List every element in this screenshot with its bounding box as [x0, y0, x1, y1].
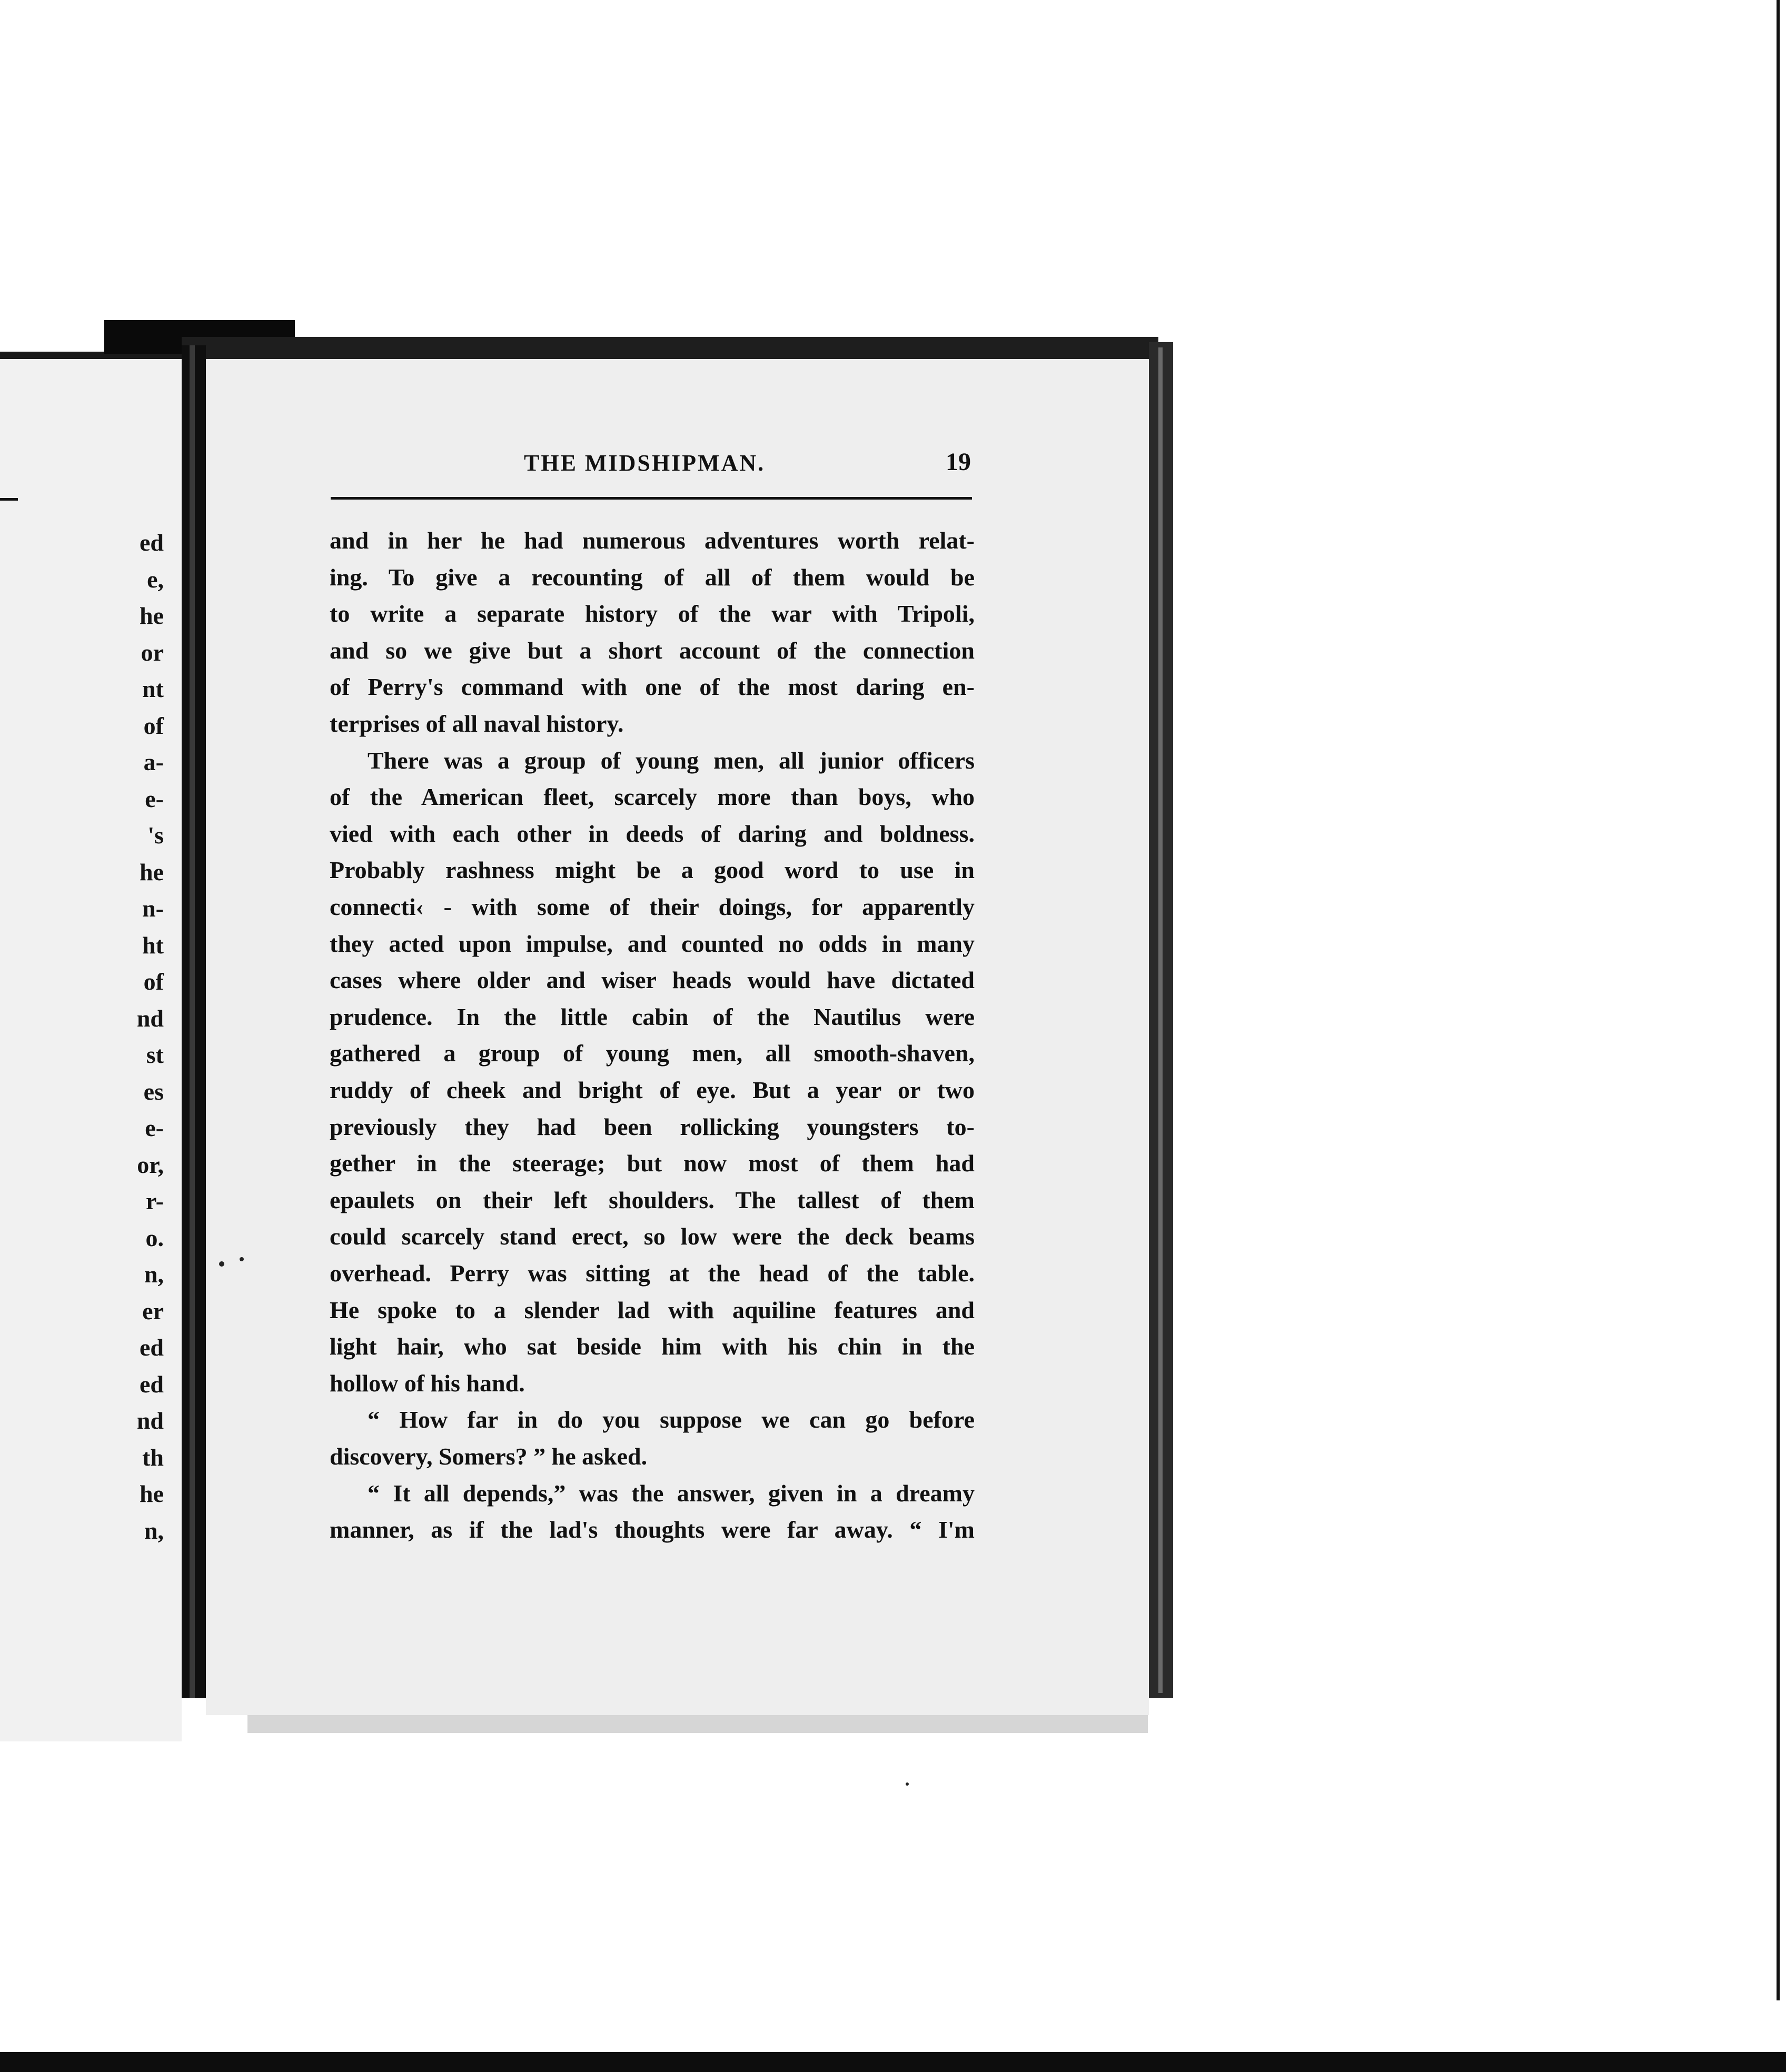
left-page-line-fragment: e- — [145, 785, 164, 812]
left-page-line-fragment: ed — [140, 1370, 164, 1398]
left-page-line-fragment: 's — [147, 822, 164, 849]
scan-speck — [240, 1257, 244, 1261]
body-text-line: “ It all depends,” was the answer, given in a dreamy — [368, 1479, 975, 1507]
body-text-line: prudence. In the little cabin of the Nautilus were — [330, 1003, 975, 1030]
body-text-line: to write a separate history of the war with Tripoli, — [330, 600, 975, 627]
left-page-line-fragment: n- — [142, 895, 164, 922]
body-text-line: connecti‹ ‑ with some of their doings, for apparently — [330, 893, 975, 920]
left-page-line-fragment: e- — [145, 1114, 164, 1141]
left-page-line-fragment: o. — [145, 1224, 164, 1251]
body-text-line: they acted upon impulse, and counted no odds in many — [330, 930, 975, 957]
body-text-line: of the American fleet, scarcely more than boys, who — [330, 783, 975, 811]
left-page-line-fragment: of — [143, 712, 164, 739]
body-text-line: and so we give but a short account of the connection — [330, 636, 975, 664]
body-text-line: light hair, who sat beside him with his chin in the — [330, 1333, 975, 1360]
left-page-line-fragment: nd — [136, 1407, 164, 1434]
left-page-line-fragment: ht — [142, 931, 164, 959]
left-page-line-fragment: st — [146, 1041, 164, 1068]
body-text-line: manner, as if the lad's thoughts were far away. “ I'm — [330, 1516, 975, 1543]
body-text-line: Probably rashness might be a good word to use in — [330, 856, 975, 884]
left-page-line-fragment: or — [141, 639, 164, 666]
body-text-line: vied with each other in deeds of daring and boldness. — [330, 820, 975, 847]
book-top-board — [182, 337, 1158, 359]
header-rule — [331, 497, 972, 500]
left-page — [0, 352, 182, 1741]
left-page-line-fragment: a- — [143, 749, 164, 775]
left-page-line-fragment: es — [143, 1078, 164, 1105]
left-page-line-fragment: e, — [147, 565, 164, 593]
page-number: 19 — [946, 448, 971, 476]
left-page-line-fragment: nd — [136, 1004, 164, 1032]
left-page-line-fragment: ed — [140, 529, 164, 556]
book-right-board-highlight — [1158, 347, 1163, 1693]
body-text-line: cases where older and wiser heads would have dictated — [330, 967, 975, 994]
left-page-line-fragment: nt — [142, 675, 164, 702]
scan-speck — [219, 1261, 224, 1267]
left-page-head-rule — [0, 498, 18, 501]
left-page-line-fragment: th — [142, 1443, 164, 1471]
left-page-line-fragment: of — [143, 968, 164, 995]
body-text-line: could scarcely stand erect, so low were the deck beams — [330, 1223, 975, 1250]
left-page-line-fragment: he — [140, 1480, 164, 1507]
body-text-line: ruddy of cheek and bright of eye. But a year or two — [330, 1077, 975, 1103]
left-page-line-fragment: he — [140, 602, 164, 629]
body-text-line: gether in the steerage; but now most of them had — [330, 1150, 975, 1177]
body-text-line: There was a group of young men, all junior officers — [368, 746, 975, 774]
scan-speck — [906, 1782, 909, 1786]
body-text-line: of Perry's command with one of the most daring en- — [330, 673, 975, 701]
left-page-line-fragment: he — [140, 858, 164, 885]
left-page-line-fragment: er — [142, 1297, 164, 1324]
body-text-line: terprises of all naval history. — [330, 710, 624, 737]
left-page-line-fragment: or, — [137, 1151, 164, 1178]
left-page-line-fragment: r- — [145, 1188, 164, 1214]
running-head: THE MIDSHIPMAN. — [524, 450, 766, 476]
left-page-line-fragment: ed — [140, 1334, 164, 1361]
scan-right-edge — [1777, 0, 1780, 2000]
body-text-line: hollow of his hand. — [330, 1369, 525, 1397]
body-text-line: gathered a group of young men, all smooth-shaven, — [330, 1040, 975, 1067]
left-page-line-fragment: n, — [144, 1517, 164, 1544]
body-text-line: overhead. Perry was sitting at the head of the table. — [330, 1260, 975, 1287]
body-text-line: ing. To give a recounting of all of them would be — [330, 563, 975, 591]
body-text-line: epaulets on their left shoulders. The tallest of them — [330, 1186, 975, 1213]
body-text-line: previously they had been rollicking youngsters to- — [330, 1113, 975, 1140]
body-text-line: discovery, Somers? ” he asked. — [330, 1443, 648, 1470]
left-page-line-fragment: n, — [144, 1261, 164, 1288]
body-text-line: “ How far in do you suppose we can go before — [368, 1406, 975, 1433]
body-text-line: and in her he had numerous adventures worth relat- — [330, 527, 975, 554]
body-text-line: He spoke to a slender lad with aquiline features and — [330, 1296, 975, 1323]
book-gutter-highlight — [190, 345, 195, 1698]
scan-bottom-band — [0, 2052, 1786, 2072]
